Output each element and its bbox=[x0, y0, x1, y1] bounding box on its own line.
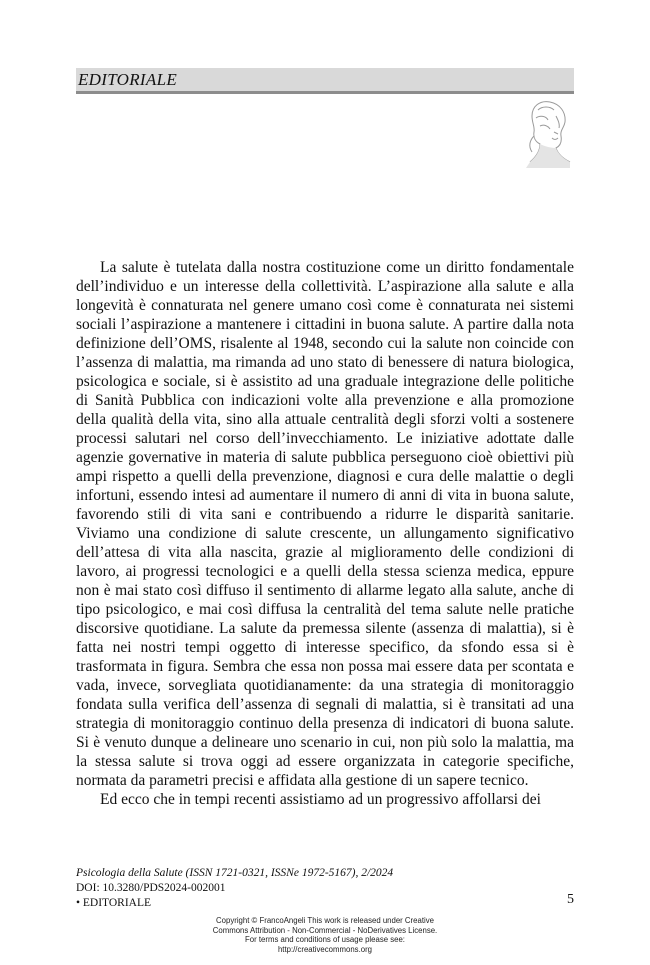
article-body bbox=[76, 258, 574, 809]
section-header-bar bbox=[76, 68, 574, 94]
body-paragraph: La salute è tutelata dalla nostra costituzione come un diritto fondamentale dell’individuo e un interesse della collettività. L’aspirazione alla salute e alla longevità è connaturata nel genere umano così come è connaturata nei sistemi sociali l’aspirazione a mantenere i cittadini in buona salute. A partire dalla nota definizione dell’OMS, risalente al 1948, secondo cui la salute non coincide con l’assenza di malattia, ma rimanda ad uno stato di benessere di natura biologica, psicologica e sociale, si è assistito ad una graduale integrazione delle politiche di Sanità Pubblica con indicazioni volte alla prevenzione e alla promozione della qualità della vita, sino alla attuale centralità degli sforzi volti a sostenere processi salutari nel corso dell’invecchiamento. Le iniziative adottate dalle agenzie governative in materia di salute pubblica perseguono cioè obiettivi più ampi rispetto a quelli della prevenzione, diagnosi e cura delle malattie o degli infortuni, essendo intesi ad aumentare il numero di anni di vita in buona salute, favorendo stili di vita sani e contribuendo a ridurre le disparità sanitarie. Viviamo una condizione di salute crescente, un allungamento significativo dell’attesa di vita alla nascita, grazie al miglioramento delle condizioni di lavoro, ai progressi tecnologici e a quelli della stessa scienza medica, eppure non è mai stato così diffuso il sentimento di allarme legato alla salute, anche di tipo psicologico, e mai così diffusa la centralità del tema salute nelle pratiche discorsive quotidiane. La salute da premessa silente (assenza di malattia), si è fatta nei nostri tempi oggetto di interesse specifico, da sfondo essa si è trasformata in figura. Sembra che essa non possa mai essere data per scontata e vada, invece, sorvegliata quotidianamente: da una strategia di monitoraggio fondata sulla verifica dell’assenza di segnali di malattia, si è transitati ad una strategia di monitoraggio continuo della presenza di indicatori di buona salute. Si è venuto dunque a delineare uno scenario in cui, non più solo la malattia, ma la stessa salute si trova oggi ad essere organizzata in categorie specifiche, normata da parametri precisi e affidata alla gestione di un sapere tecnico. bbox=[76, 259, 574, 789]
profile-portrait-icon bbox=[520, 96, 572, 168]
doi: DOI: 10.3280/PDS2024-002001 bbox=[76, 882, 226, 894]
section-label: • EDITORIALE bbox=[76, 897, 152, 909]
section-title: EDITORIALE bbox=[78, 70, 178, 89]
copyright-line: Copyright © FrancoAngeli This work is released under Creative bbox=[216, 916, 434, 925]
copyright-line: Commons Attribution - Non-Commercial - NoDerivatives License. bbox=[212, 925, 438, 935]
page-number: 5 bbox=[567, 892, 574, 907]
page-footer bbox=[76, 866, 574, 911]
body-paragraph: Ed ecco che in tempi recenti assistiamo ad un progressivo affollarsi dei bbox=[100, 791, 541, 808]
copyright-notice bbox=[0, 916, 650, 954]
license-link[interactable]: http://creativecommons.org bbox=[277, 944, 373, 954]
copyright-line: For terms and conditions of usage please see: bbox=[245, 935, 405, 945]
journal-citation: Psicologia della Salute (ISSN 1721-0321, ISSNe 1972-5167), 2/2024 bbox=[76, 867, 394, 879]
